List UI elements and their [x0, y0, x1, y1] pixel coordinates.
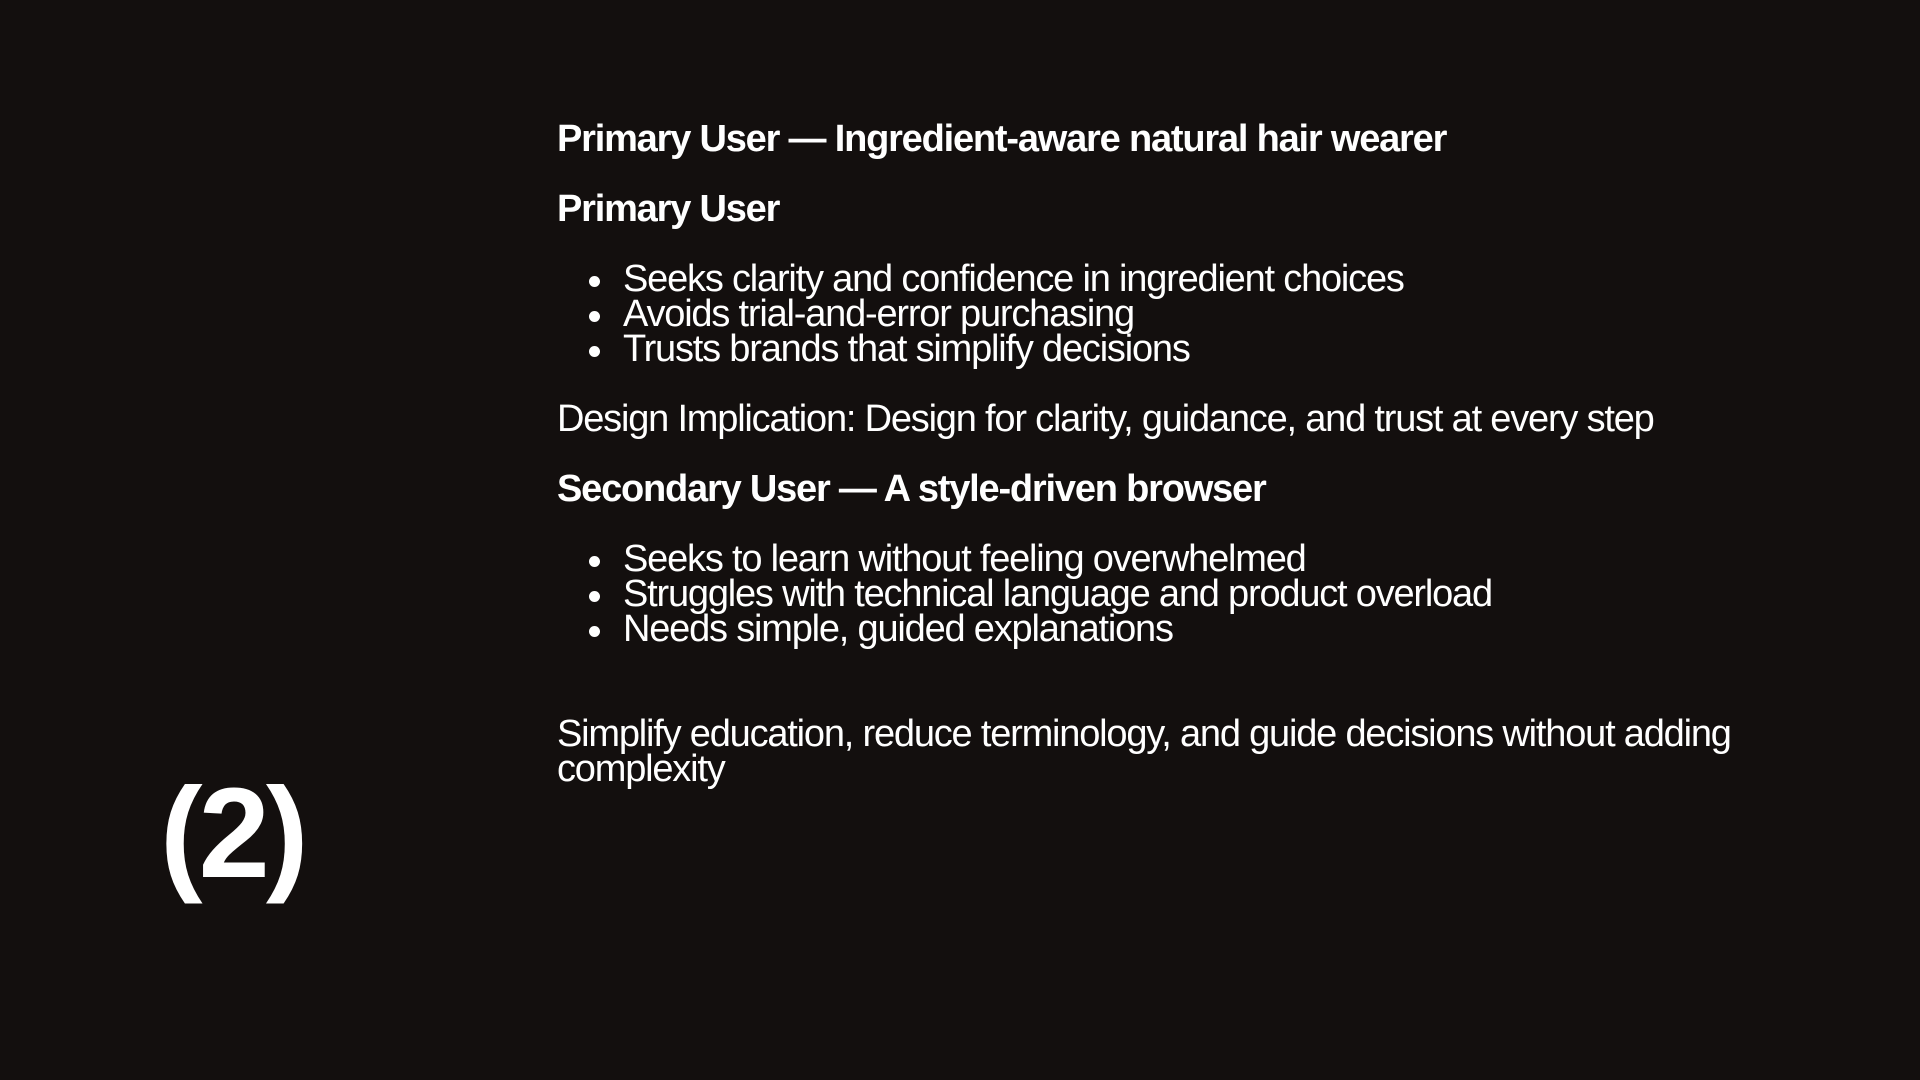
primary-bullet-1: Seeks clarity and confidence in ingredient choices	[623, 262, 1857, 297]
secondary-user-title: Secondary User — A style-driven browser	[557, 468, 1266, 510]
secondary-bullet-2: Struggles with technical language and product overload	[623, 577, 1857, 612]
primary-user-subtitle: Primary User	[557, 188, 780, 230]
primary-bullet-3: Trusts brands that simplify decisions	[623, 332, 1857, 367]
primary-user-bullets	[557, 258, 1857, 370]
secondary-user-bullets	[557, 538, 1857, 650]
primary-bullet-2: Avoids trial-and-error purchasing	[623, 297, 1857, 332]
slide-number: (2)	[160, 762, 305, 905]
secondary-design-implication: Simplify education, reduce terminology, and guide decisions without adding complexity	[557, 713, 1731, 790]
primary-design-implication: Design Implication: Design for clarity, guidance, and trust at every step	[557, 398, 1654, 440]
secondary-bullet-3: Needs simple, guided explanations	[623, 612, 1857, 647]
secondary-bullet-1: Seeks to learn without feeling overwhelmed	[623, 542, 1857, 577]
slide-content	[557, 118, 1857, 822]
primary-user-title: Primary User — Ingredient-aware natural hair wearer	[557, 118, 1447, 160]
